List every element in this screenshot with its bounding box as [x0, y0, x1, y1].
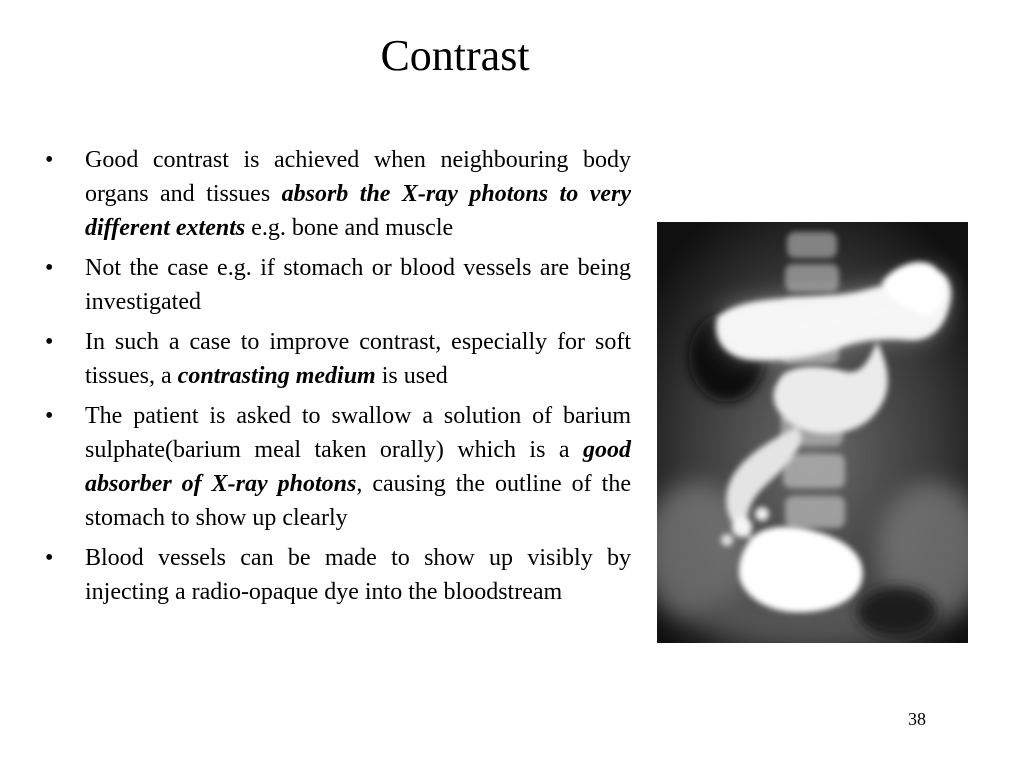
bullet-text: , causing the outline of the stomach to show up clearly	[85, 471, 631, 531]
bullet-item	[45, 143, 631, 245]
bullet-text: Good contrast is achieved when neighbouring body organs and tissues	[85, 147, 631, 207]
bullet-text: The patient is asked to swallow a solution of barium sulphate(barium meal taken orally) which is a	[85, 403, 631, 463]
bullet-marker: •	[45, 403, 54, 429]
bullet-list	[45, 143, 631, 615]
bullet-emphasis: absorb the X-ray photons to very different extents	[85, 181, 631, 241]
slide-number: 38	[908, 709, 926, 729]
bullet-item	[45, 325, 631, 393]
bullet-item	[45, 251, 631, 319]
bullet-text: In such a case to improve contrast, especially for soft tissues, a	[85, 329, 631, 389]
bullet-marker: •	[45, 255, 54, 281]
bullet-marker: •	[45, 147, 54, 173]
bullet-item	[45, 399, 631, 535]
bullet-text: Not the case e.g. if stomach or blood vessels are being investigated	[85, 255, 631, 315]
bullet-marker: •	[45, 545, 54, 571]
slide-title: Contrast	[380, 31, 530, 80]
bullet-emphasis: good absorber of X-ray photons	[85, 437, 631, 497]
bullet-text: e.g. bone and muscle	[245, 215, 454, 241]
bullet-marker: •	[45, 329, 54, 355]
barium-xray-image	[657, 222, 968, 643]
bullet-text: is used	[375, 363, 448, 389]
bullet-item	[45, 541, 631, 609]
bullet-emphasis: contrasting medium	[177, 363, 376, 389]
xray-illustration	[657, 222, 968, 643]
bullet-text: Blood vessels can be made to show up visibly by injecting a radio-opaque dye into the bloodstream	[85, 545, 631, 605]
